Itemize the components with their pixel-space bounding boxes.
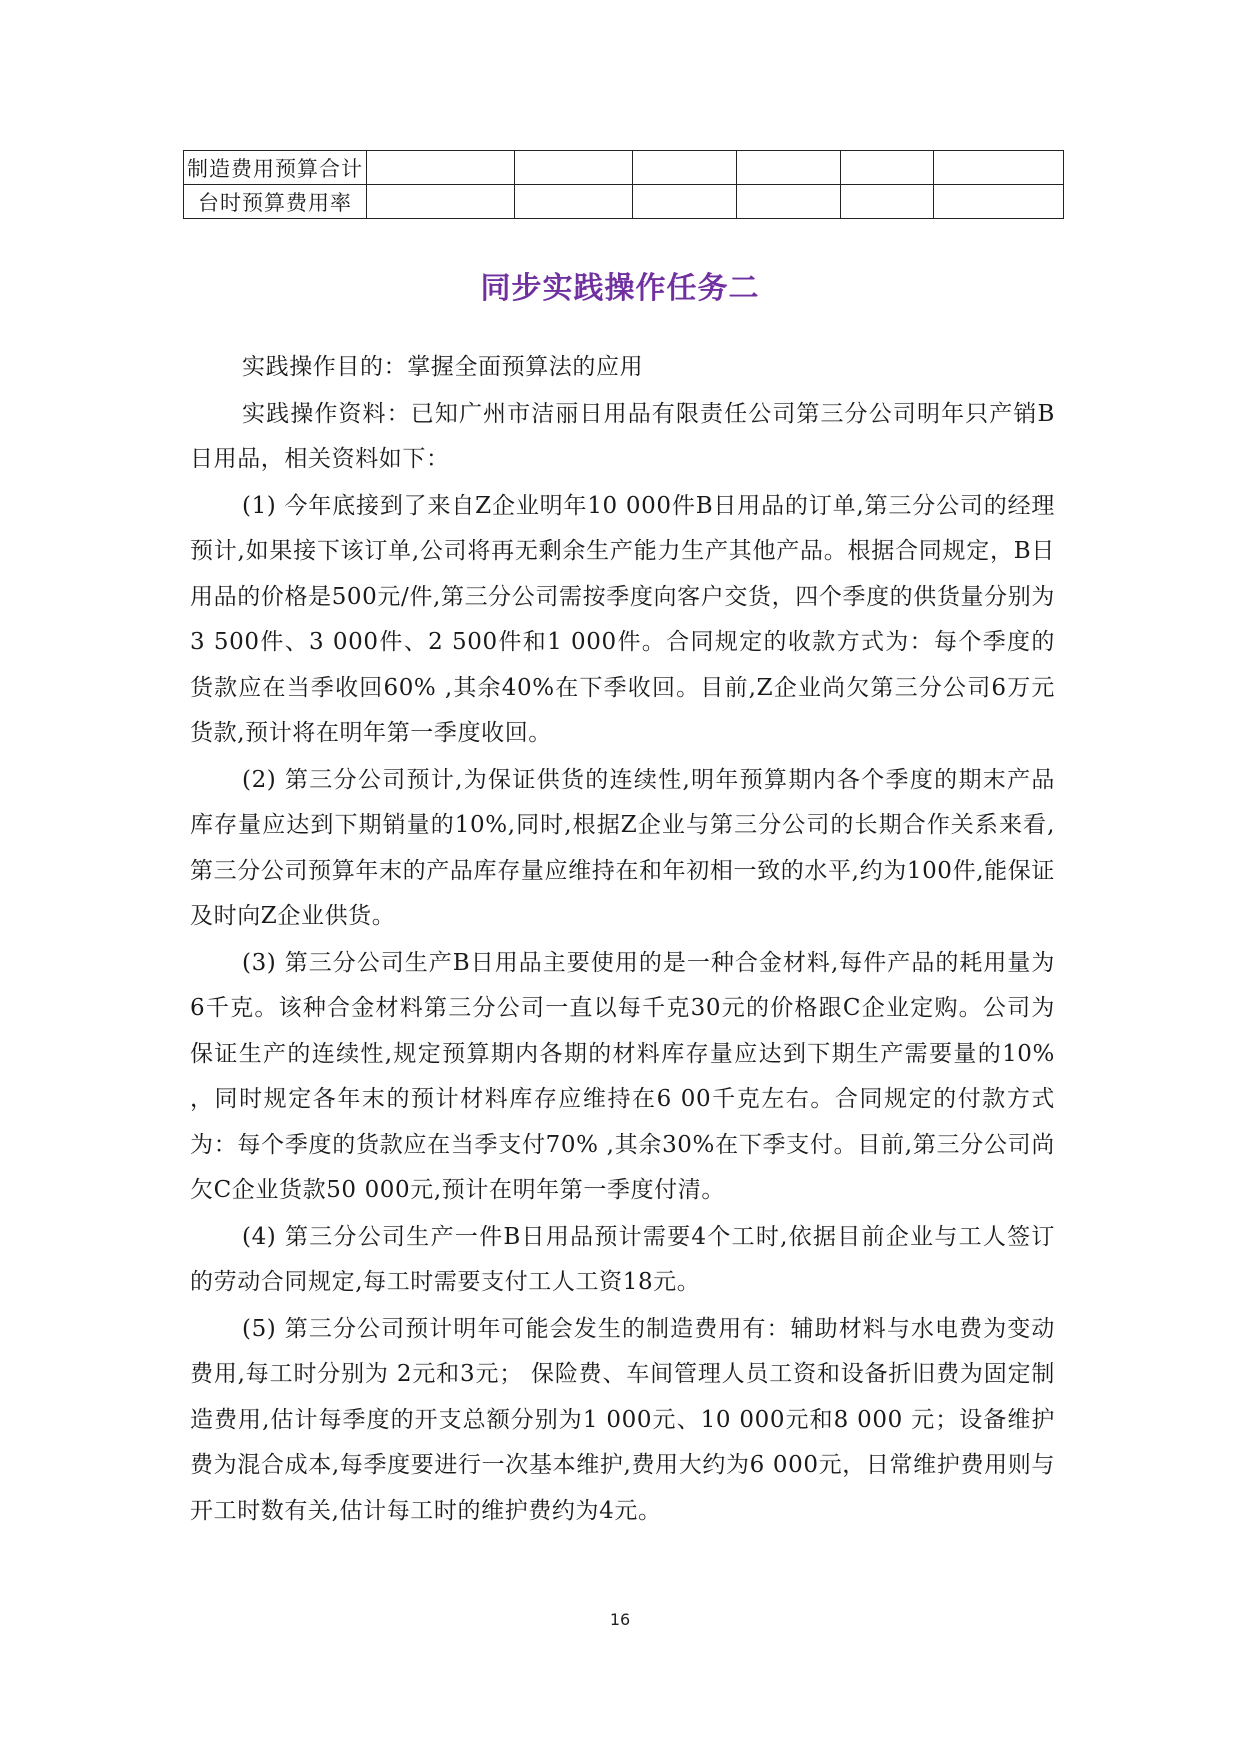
table-cell [515,151,633,185]
table-row [184,151,1064,185]
table-cell [841,151,934,185]
section-heading: 同步实践操作任务二 [480,271,760,306]
body-text [190,345,1055,1535]
row-label: 台时预算费用率 [184,185,367,219]
table-cell [633,185,737,219]
table-cell [737,185,841,219]
table-cell [633,151,737,185]
table-cell [515,185,633,219]
table-cell [367,151,515,185]
paragraph-item-2: (2) 第三分公司预计,为保证供货的连续性,明年预算期内各个季度的期末产品库存量应达到下期销量的10%,同时,根据Z企业与第三分公司的长期合作关系来看,第三分公司预算年末的产品库存量应维持在和年初相一致的水平,约为100件,能保证及时向Z企业供货。 [190,766,1055,929]
table-cell [737,151,841,185]
table-cell [367,185,515,219]
table-cell [934,151,1064,185]
paragraph-item-3: (3) 第三分公司生产B日用品主要使用的是一种合金材料,每件产品的耗用量为6千克。该种合金材料第三分公司一直以每千克30元的价格跟C企业定购。公司为保证生产的连续性,规定预算期内各期的材料库存量应达到下期生产需要量的10% ，同时规定各年末的预计材料库存应维持在6 00千克左右。合同规定的付款方式为：每个季度的货款应在当季支付70% ,其余30%在下季支付。目前,第三分公司尚欠C企业货款50 000元,预计在明年第一季度付清。 [190,949,1055,1203]
paragraph-materials: 实践操作资料：已知广州市洁丽日用品有限责任公司第三分公司明年只产销B日用品，相关资料如下： [190,400,1055,472]
budget-table [183,150,1064,219]
table-row [184,185,1064,219]
table-cell [934,185,1064,219]
page-number: 16 [609,1610,631,1629]
paragraph-item-5: (5) 第三分公司预计明年可能会发生的制造费用有：辅助材料与水电费为变动费用,每工时分别为 2元和3元； 保险费、车间管理人员工资和设备折旧费为固定制造费用,估计每季度的开支总额分别为1 000元、10 000元和8 000 元；设备维护费为混合成本,每季度要进行一次基本维护,费用大约为6 000元，日常维护费用则与开工时数有关,估计每工时的维护费约为4元。 [190,1315,1055,1524]
paragraph-item-4: (4) 第三分公司生产一件B日用品预计需要4个工时,依据目前企业与工人签订的劳动合同规定,每工时需要支付工人工资18元。 [190,1223,1055,1295]
paragraph-purpose: 实践操作目的：掌握全面预算法的应用 [242,354,644,380]
paragraph-item-1: (1) 今年底接到了来自Z企业明年10 000件B日用品的订单,第三分公司的经理预计,如果接下该订单,公司将再无剩余生产能力生产其他产品。根据合同规定，B日用品的价格是500元/件,第三分公司需按季度向客户交货，四个季度的供货量分别为3 500件、3 000件、2 500件和1 000件。合同规定的收款方式为：每个季度的货款应在当季收回60% ,其余40%在下季收回。目前,Z企业尚欠第三分公司6万元货款,预计将在明年第一季度收回。 [190,492,1055,746]
table-cell [841,185,934,219]
row-label: 制造费用预算合计 [184,151,367,185]
